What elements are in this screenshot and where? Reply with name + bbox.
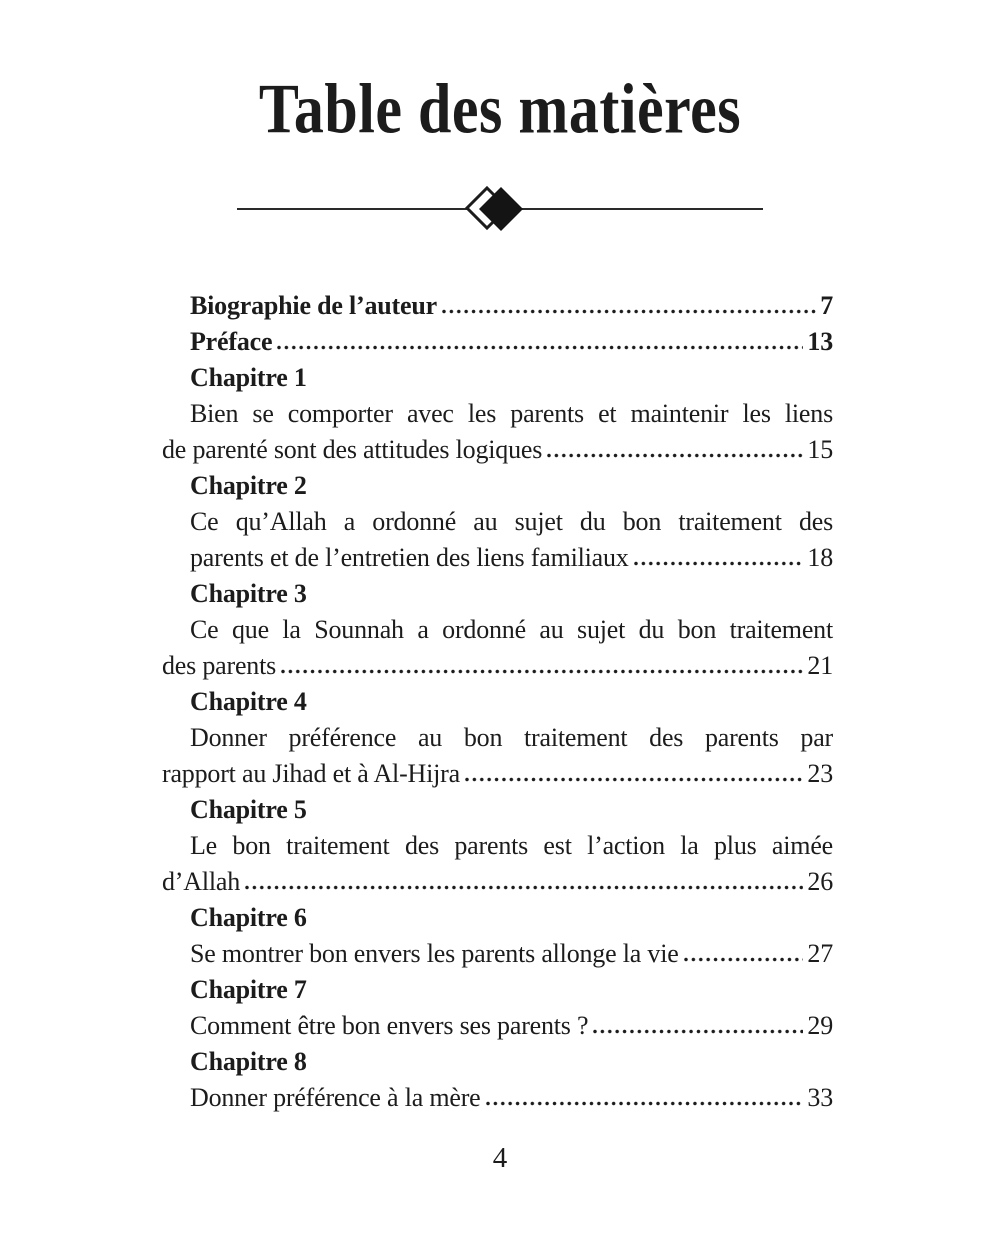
toc-text: Chapitre 3 [190,579,307,608]
toc-text: Chapitre 5 [190,795,307,824]
toc-line [162,324,833,360]
toc-text: Préface [190,327,273,356]
toc-line [162,900,833,936]
toc-text: Chapitre 1 [190,363,307,392]
toc-text: Chapitre 8 [190,1047,307,1076]
toc-text: Chapitre 4 [190,687,307,716]
page-number: 23 [807,759,833,788]
toc-text: Se montrer bon envers les parents allonge la vie [190,939,679,968]
toc-text: Comment être bon envers ses parents ? [190,1011,589,1040]
page-number: 13 [807,327,833,356]
dot-leader [634,561,804,566]
toc-line [162,432,833,468]
toc-text: Donner préférence au bon traitement des parents par [190,723,833,752]
page-number: 26 [807,867,833,896]
toc-text: Chapitre 2 [190,471,307,500]
toc-line [162,684,833,720]
toc-text: Le bon traitement des parents est l’action la plus aimée [190,831,833,860]
page-number: 33 [807,1083,833,1112]
dot-leader [486,1101,804,1106]
toc-line [162,1008,833,1044]
page-number: 15 [807,435,833,464]
toc [162,288,833,1116]
toc-text: Bien se comporter avec les parents et maintenir les liens [190,399,833,428]
toc-line [162,504,833,540]
toc-line [162,972,833,1008]
toc-line [162,828,833,864]
toc-line [162,1044,833,1080]
toc-text: parents et de l’entretien des liens familiaux [190,543,629,572]
toc-line [162,396,833,432]
toc-line [162,792,833,828]
page-number: 18 [807,543,833,572]
dot-leader [465,777,803,782]
toc-line [162,540,833,576]
toc-line [162,936,833,972]
toc-line [162,288,833,324]
toc-text: Donner préférence à la mère [190,1083,481,1112]
toc-line [162,720,833,756]
dot-leader [281,669,803,674]
toc-text: de parenté sont des attitudes logiques [162,435,543,464]
toc-text: Ce qu’Allah a ordonné au sujet du bon traitement des [190,507,833,536]
dot-leader [245,885,803,890]
page-number: 21 [807,651,833,680]
page-number: 27 [807,939,833,968]
dot-leader [277,345,803,350]
dot-leader [442,309,816,314]
dot-leader [593,1029,803,1034]
toc-text: Ce que la Sounnah a ordonné au sujet du bon traitement [190,615,833,644]
toc-line [162,648,833,684]
toc-text: rapport au Jihad et à Al-Hijra [162,759,460,788]
toc-line [162,468,833,504]
toc-text: Biographie de l’auteur [190,291,437,320]
folio-number: 4 [492,1142,508,1174]
toc-text: d’Allah [162,867,241,896]
toc-text: Chapitre 7 [190,975,307,1004]
page-number: 7 [820,291,833,320]
toc-text: des parents [162,651,277,680]
dot-leader [547,453,803,458]
toc-line [162,864,833,900]
dot-leader [684,957,804,962]
toc-line [162,612,833,648]
page-number: 29 [807,1011,833,1040]
page-title: Table des matières [258,70,742,148]
toc-line [162,756,833,792]
toc-line [162,360,833,396]
toc-line [162,576,833,612]
toc-line [162,1080,833,1116]
diamond-divider [235,181,765,237]
toc-text: Chapitre 6 [190,903,307,932]
